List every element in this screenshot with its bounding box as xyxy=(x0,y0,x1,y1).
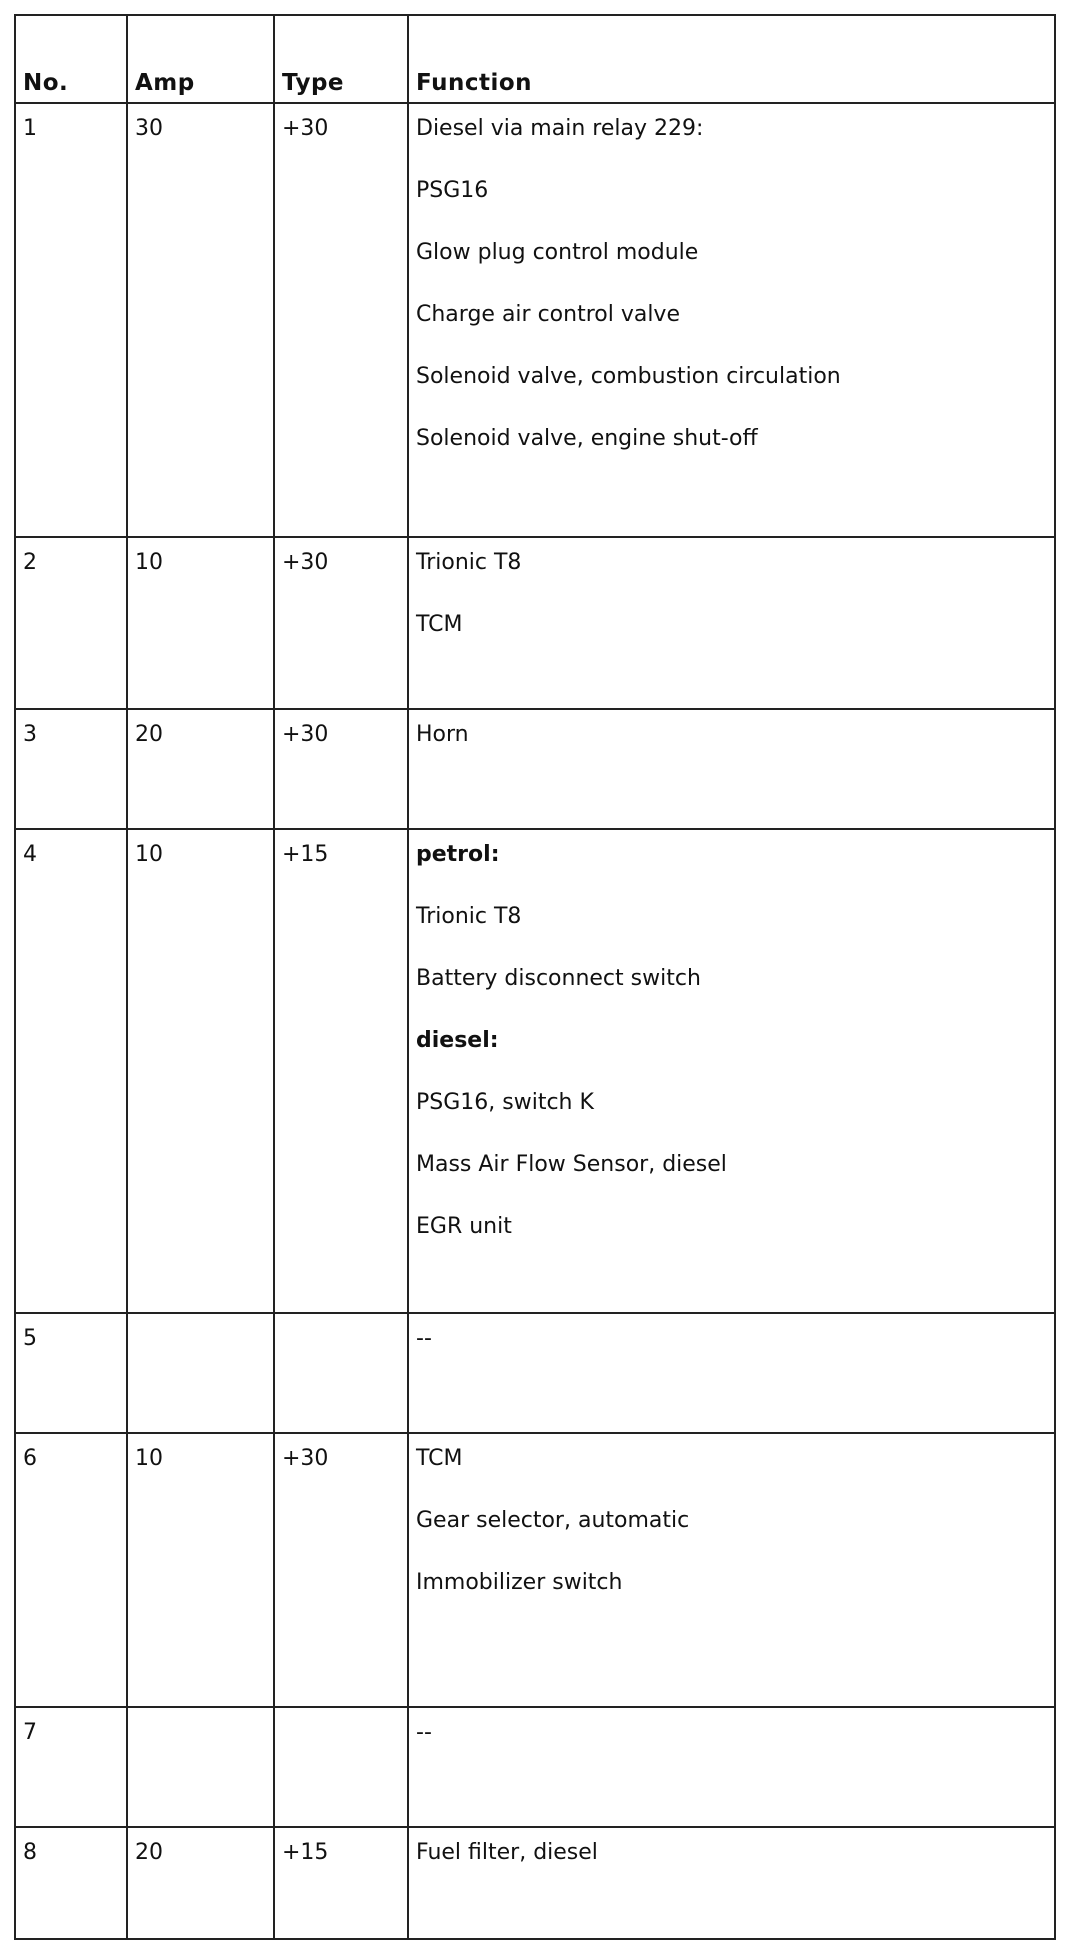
fuse-amp-cell xyxy=(127,1313,274,1433)
function-line: Glow plug control module xyxy=(416,240,699,265)
header-no: No. xyxy=(15,15,127,103)
function-line: Immobilizer switch xyxy=(416,1570,623,1595)
fuse-type-cell: +30 xyxy=(274,537,408,709)
fuse-amp-cell: 20 xyxy=(127,1827,274,1939)
fuse-amp-cell: 20 xyxy=(127,709,274,829)
fuse-amp-cell xyxy=(127,1707,274,1827)
table-row xyxy=(15,103,1055,537)
table-row xyxy=(15,709,1055,829)
function-line: Horn xyxy=(416,722,469,747)
fuse-number-cell: 4 xyxy=(15,829,127,1313)
function-line: Battery disconnect switch xyxy=(416,966,701,991)
fuse-function-cell xyxy=(408,1433,1055,1707)
fuse-table-page xyxy=(14,14,1054,1864)
fuse-function-cell xyxy=(408,537,1055,709)
function-line: Fuel filter, diesel xyxy=(416,1840,598,1865)
table-row xyxy=(15,1827,1055,1939)
function-line: petrol: xyxy=(416,842,500,867)
fuse-type-cell: +30 xyxy=(274,709,408,829)
fuse-type-cell: +15 xyxy=(274,829,408,1313)
fuse-type-cell: +15 xyxy=(274,1827,408,1939)
fuse-table-body xyxy=(15,103,1055,1939)
table-row xyxy=(15,1707,1055,1827)
header-amp: Amp xyxy=(127,15,274,103)
function-line: -- xyxy=(416,1326,432,1351)
fuse-table xyxy=(14,14,1056,1940)
fuse-amp-cell: 10 xyxy=(127,537,274,709)
header-function: Function xyxy=(408,15,1055,103)
function-line: PSG16 xyxy=(416,178,489,203)
fuse-function-cell xyxy=(408,1313,1055,1433)
fuse-number-cell: 6 xyxy=(15,1433,127,1707)
fuse-type-cell: +30 xyxy=(274,103,408,537)
fuse-amp-cell: 30 xyxy=(127,103,274,537)
function-line: TCM xyxy=(416,1446,463,1471)
function-line: Gear selector, automatic xyxy=(416,1508,690,1533)
function-line: Trionic T8 xyxy=(416,550,522,575)
fuse-amp-cell: 10 xyxy=(127,1433,274,1707)
fuse-number-cell: 7 xyxy=(15,1707,127,1827)
function-line: Solenoid valve, combustion circulation xyxy=(416,364,841,389)
fuse-type-cell: +30 xyxy=(274,1433,408,1707)
fuse-amp-cell: 10 xyxy=(127,829,274,1313)
function-line: TCM xyxy=(416,612,463,637)
function-line: Mass Air Flow Sensor, diesel xyxy=(416,1152,727,1177)
table-row xyxy=(15,537,1055,709)
table-row xyxy=(15,829,1055,1313)
fuse-number-cell: 8 xyxy=(15,1827,127,1939)
function-line: Trionic T8 xyxy=(416,904,522,929)
function-line: EGR unit xyxy=(416,1214,512,1239)
header-row xyxy=(15,15,1055,103)
function-line: Diesel via main relay 229: xyxy=(416,116,704,141)
fuse-number-cell: 5 xyxy=(15,1313,127,1433)
function-line: Charge air control valve xyxy=(416,302,680,327)
table-row xyxy=(15,1433,1055,1707)
fuse-function-cell xyxy=(408,1707,1055,1827)
fuse-type-cell xyxy=(274,1707,408,1827)
function-line: -- xyxy=(416,1720,432,1745)
fuse-number-cell: 2 xyxy=(15,537,127,709)
fuse-number-cell: 1 xyxy=(15,103,127,537)
fuse-function-cell xyxy=(408,103,1055,537)
fuse-type-cell xyxy=(274,1313,408,1433)
header-type: Type xyxy=(274,15,408,103)
function-line: diesel: xyxy=(416,1028,499,1053)
fuse-function-cell xyxy=(408,709,1055,829)
table-row xyxy=(15,1313,1055,1433)
fuse-number-cell: 3 xyxy=(15,709,127,829)
fuse-function-cell xyxy=(408,829,1055,1313)
function-line: Solenoid valve, engine shut-off xyxy=(416,426,758,451)
fuse-function-cell xyxy=(408,1827,1055,1939)
function-line: PSG16, switch K xyxy=(416,1090,594,1115)
